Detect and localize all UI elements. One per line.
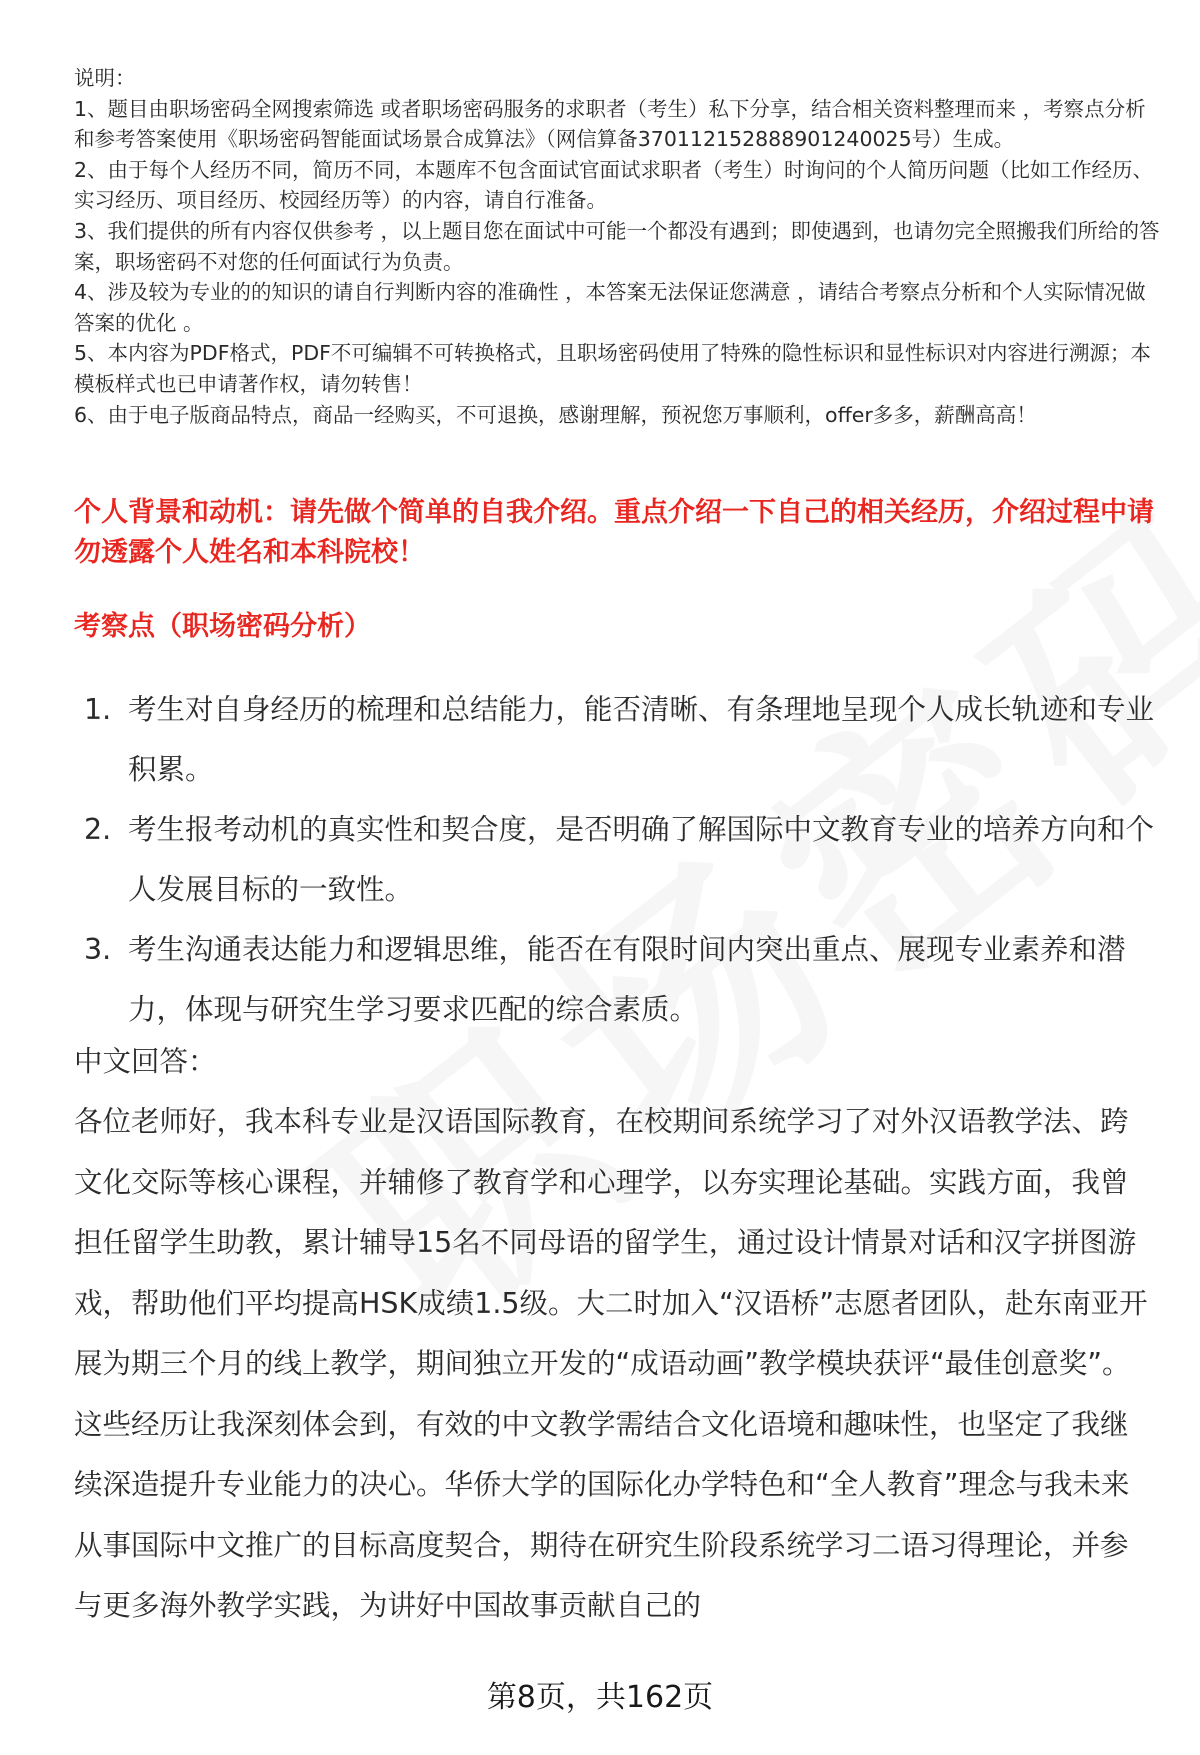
analysis-points (84, 680, 1154, 1040)
point-text: 考生沟通表达能力和逻辑思维，能否在有限时间内突出重点、展现专业素养和潜力，体现与研究生学习要求匹配的综合素质。 (128, 933, 1126, 1026)
note-item: 2、由于每个人经历不同，简历不同，本题库不包含面试官面试求职者（考生）时询问的个人简历问题（比如工作经历、实习经历、项目经历、校园经历等）的内容，请自行准备。 (74, 157, 1154, 213)
note-item: 4、涉及较为专业的的知识的请自行判断内容的准确性 ，本答案无法保证您满意 ，请结合考察点分析和个人实际情况做答案的优化 。 (74, 280, 1146, 335)
point-number: 2. (84, 813, 112, 846)
analysis-title: 考察点（职场密码分析） (74, 611, 371, 642)
disclaimer-notes (74, 63, 1164, 430)
note-item: 3、我们提供的所有内容仅供参考 ，以上题目您在面试中可能一个都没有遇到；即使遇到，也请勿完全照搬我们所给的答案，职场密码不对您的任何面试行为负责。 (74, 218, 1160, 274)
point-text: 考生报考动机的真实性和契合度，是否明确了解国际中文教育专业的培养方向和个人发展目标的一致性。 (128, 813, 1155, 906)
analysis-point (84, 800, 1154, 920)
note-item: 1、题目由职场密码全网搜索筛选 或者职场密码服务的求职者（考生）私下分享，结合相关资料整理而来 ，考察点分析和参考答案使用《职场密码智能面试场景合成算法》（网信算备370112152888901240025号）生成。 (74, 96, 1146, 152)
point-number: 1. (84, 693, 112, 726)
answer-text: 各位老师好，我本科专业是汉语国际教育，在校期间系统学习了对外汉语教学法、跨文化交际等核心课程，并辅修了教育学和心理学，以夯实理论基础。实践方面，我曾担任留学生助教，累计辅导15名不同母语的留学生，通过设计情景对话和汉字拼图游戏，帮助他们平均提高HSK成绩1.5级。大二时加入“汉语桥”志愿者团队，赴东南亚开展为期三个月的线上教学，期间独立开发的“成语动画”教学模块获评“最佳创意奖”。这些经历让我深刻体会到，有效的中文教学需结合文化语境和趣味性，也坚定了我继续深造提升专业能力的决心。华侨大学的国际化办学特色和“全人教育”理念与我未来从事国际中文推广的目标高度契合，期待在研究生阶段系统学习二语习得理论，并参与更多海外教学实践，为讲好中国故事贡献自己的 (74, 1105, 1148, 1622)
point-text: 考生对自身经历的梳理和总结能力，能否清晰、有条理地呈现个人成长轨迹和专业积累。 (128, 693, 1155, 786)
note-item: 5、本内容为PDF格式，PDF不可编辑不可转换格式，且职场密码使用了特殊的隐性标识和显性标识对内容进行溯源；本模板样式也已申请著作权，请勿转售！ (74, 341, 1151, 396)
analysis-point (84, 920, 1154, 1040)
question-title: 个人背景和动机：请先做个简单的自我介绍。重点介绍一下自己的相关经历，介绍过程中请勿透露个人姓名和本科院校！ (74, 497, 1154, 568)
analysis-point (84, 680, 1154, 800)
note-item: 6、由于电子版商品特点，商品一经购买，不可退换，感谢理解，预祝您万事顺利，offer多多，薪酬高高！ (74, 402, 1037, 427)
page-number: 第8页，共162页 (486, 1680, 714, 1715)
answer-label: 中文回答： (74, 1045, 217, 1078)
notes-header: 说明： (74, 66, 136, 90)
point-number: 3. (84, 933, 112, 966)
